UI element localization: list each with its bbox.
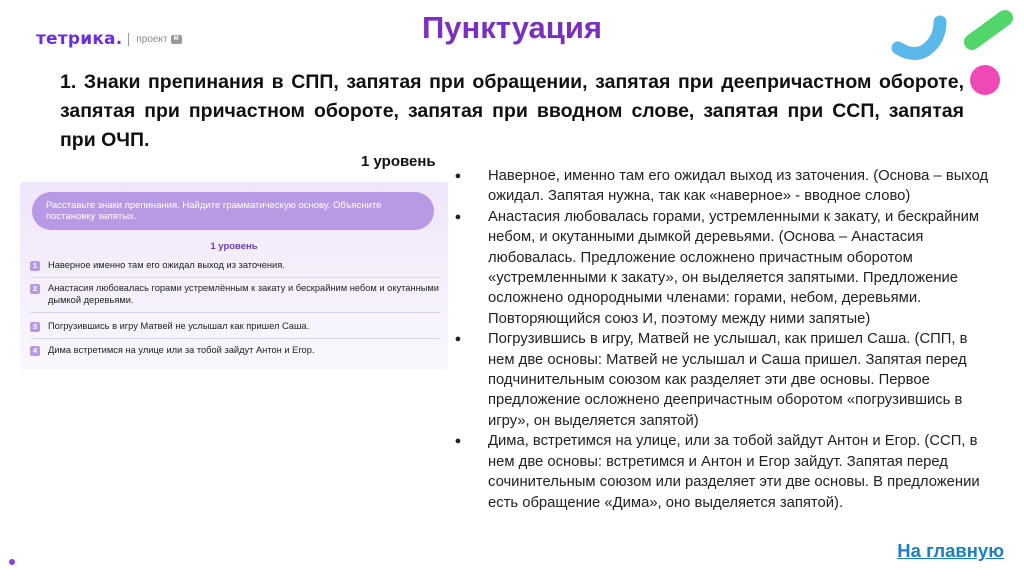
task-number-badge: 3 (30, 322, 40, 332)
answer-item (452, 431, 996, 513)
task-divider (30, 338, 440, 339)
answer-text: Наверное, именно там его ожидал выход из заточения. (Основа – выход ожидал. Запятая нужна, так как «наверное» - вводное слово) (488, 168, 989, 205)
task-number-badge: 4 (30, 346, 40, 356)
answer-text: Дима, встретимся на улице, или за тобой зайдут Антон и Егор. (ССП, в нем две основы: встретимся и Антон и Егор зайдут. Запятая перед сочинительным союзом или разделяет эти две основы. В предложении есть обращение «Дима», оно выделяется запятой). (488, 433, 980, 511)
task-divider (30, 312, 440, 313)
bullet-icon: ● (454, 435, 462, 448)
answer-text: Анастасия любовалась горами, устремленными к закату, и бескрайним небом, и окутанными дымкой деревьями. (Основа – Анастасия любовалась. Предложение осложнено причастным оборотом «устремленными к закату», он выделяется запятыми. Предложение осложнено однородными членами: горами, небом, деревьями. Повторяющийся союз И, поэтому между ними запятые) (488, 208, 980, 327)
logo-badge-icon: М (171, 35, 182, 44)
answer-item (452, 207, 996, 329)
task-item-text: Дима встретимся на улице или за тобой зайдут Антон и Егор. (48, 345, 315, 355)
task-card-image (20, 182, 448, 370)
level-label: 1 уровень (361, 153, 436, 170)
bullet-icon: ● (454, 333, 462, 346)
bullet-icon: ● (454, 170, 462, 182)
pink-circle-shape (970, 65, 1000, 95)
task-item-text: Погрузившись в игру Матвей не услышал как пришел Саша. (48, 321, 310, 331)
task-item-text: Анастасия любовалась горами устремлённым к закату и бескрайним небом и окутанными дымкой деревьями. (48, 283, 440, 305)
answer-item (452, 329, 996, 431)
purple-dot-shape (9, 559, 15, 565)
task-item (30, 283, 440, 306)
task-divider (30, 277, 440, 278)
task-card-header: Расставьте знаки препинания. Найдите грамматическую основу. Объясните постановку запятых. (32, 192, 434, 230)
topic-heading: 1. Знаки препинания в СПП, запятая при обращении, запятая при деепричастном обороте, запятая при причастном обороте, запятая при вводном слове, запятая при ССП, запятая при ОЧП. (60, 71, 964, 151)
logo-brand: тетрика. (36, 29, 123, 49)
logo-subtitle: проект (136, 33, 168, 45)
page-title: Пунктуация (422, 10, 602, 45)
task-item (30, 321, 440, 333)
task-card-level: 1 уровень (210, 241, 258, 252)
task-number-badge: 1 (30, 261, 40, 271)
bullet-icon: ● (454, 210, 462, 223)
task-number-badge: 2 (30, 284, 40, 294)
answer-item (452, 166, 996, 207)
answer-text: Погрузившись в игру, Матвей не услышал, как пришел Саша. (СПП, в нем две основы: Матвей не услышал и Саша пришел. Запятая перед подчинительным союзом как разделяет эти две основы. Первое предложение осложнено деепричастным оборотом «погрузившись в игру», он выделяется запятой) (488, 331, 968, 429)
task-item-text: Наверное именно там его ожидал выход из заточения. (48, 260, 285, 270)
task-item (30, 260, 440, 272)
task-item (30, 345, 440, 357)
home-link[interactable]: На главную (897, 540, 1004, 561)
answers-list (452, 166, 996, 513)
